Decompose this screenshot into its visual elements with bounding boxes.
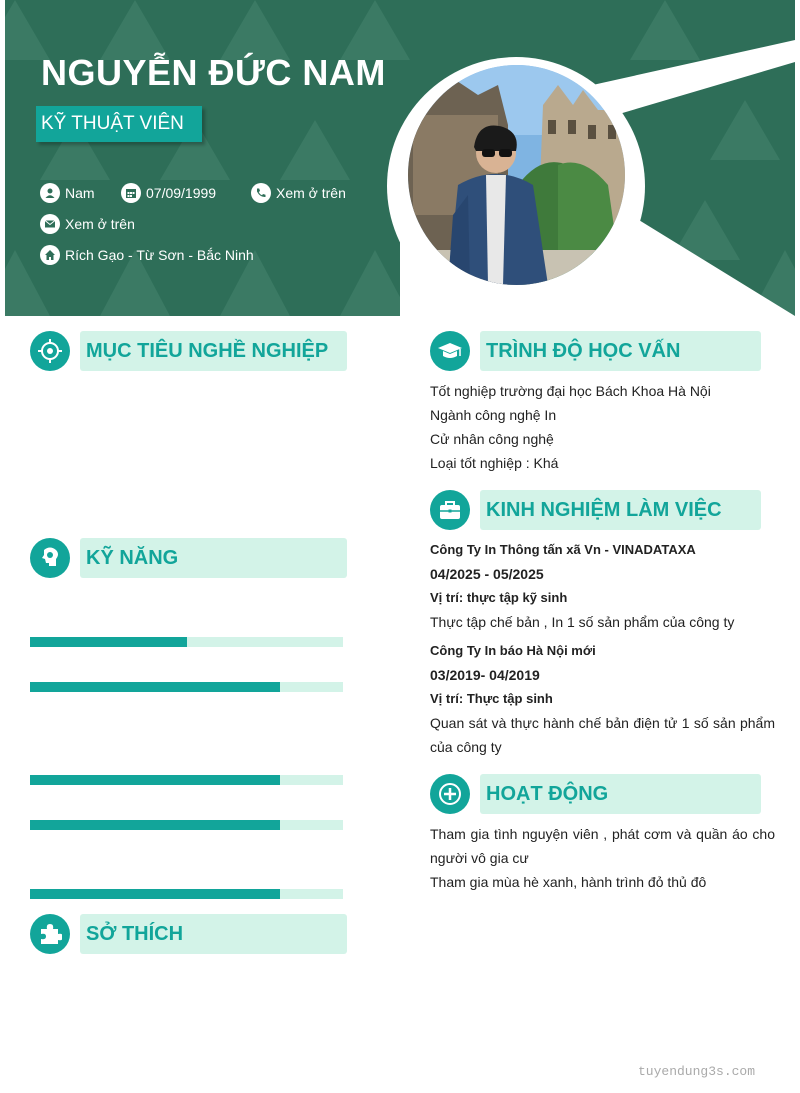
candidate-name: NGUYỄN ĐỨC NAM — [41, 52, 386, 93]
target-icon — [30, 331, 70, 371]
profile-photo — [408, 65, 625, 285]
experience-position: Vị trí: thực tập kỹ sinh — [430, 590, 568, 605]
brain-icon — [30, 538, 70, 578]
skills-heading: KỸ NĂNG — [80, 538, 347, 578]
skill-bar-fill — [30, 682, 280, 692]
email-value: Xem ở trên — [65, 216, 135, 232]
gender-value: Nam — [65, 185, 95, 201]
briefcase-icon — [430, 490, 470, 530]
watermark: tuyendung3s.com — [638, 1064, 756, 1079]
activity-item: Tham gia mùa hè xanh, hành trình đỏ thủ đô — [430, 874, 707, 890]
experience-description: Quan sát và thực hành chế bản điện tử 1 số sản phẩm của công ty — [430, 715, 775, 755]
contact-gender — [40, 183, 95, 203]
skill-bar-fill — [30, 889, 280, 899]
skill-bar — [30, 637, 343, 647]
user-icon — [40, 183, 60, 203]
experience-position: Vị trí: Thực tập sinh — [430, 691, 553, 706]
experience-heading: KINH NGHIỆM LÀM VIỆC — [480, 490, 761, 530]
calendar-icon — [121, 183, 141, 203]
experience-period: 03/2019- 04/2019 — [430, 667, 540, 683]
skill-bar — [30, 682, 343, 692]
contact-email — [40, 214, 135, 234]
objective-heading: MỤC TIÊU NGHỀ NGHIỆP — [80, 331, 347, 371]
activity-item: Tham gia tình nguyện viên , phát cơm và quần áo cho người vô gia cư — [430, 826, 775, 866]
address-value: Rích Gạo - Từ Sơn - Bắc Ninh — [65, 247, 254, 263]
skill-bar-fill — [30, 820, 280, 830]
experience-description: Thực tập chế bản , In 1 số sản phẩm của công ty — [430, 614, 735, 630]
contact-birthdate — [121, 183, 216, 203]
home-icon — [40, 245, 60, 265]
job-title-badge: KỸ THUẬT VIÊN — [36, 106, 202, 142]
email-icon — [40, 214, 60, 234]
education-heading: TRÌNH ĐỘ HỌC VẤN — [480, 331, 761, 371]
education-line: Cử nhân công nghệ — [430, 431, 554, 447]
experience-company: Công Ty In Thông tấn xã Vn - VINADATAXA — [430, 542, 696, 557]
activities-heading: HOẠT ĐỘNG — [480, 774, 761, 814]
skill-bar — [30, 820, 343, 830]
phone-icon — [251, 183, 271, 203]
contact-address — [40, 245, 254, 265]
skill-bar — [30, 889, 343, 899]
skill-bar-fill — [30, 637, 187, 647]
contact-phone — [251, 183, 346, 203]
plus-circle-icon — [430, 774, 470, 814]
birthdate-value: 07/09/1999 — [146, 185, 217, 201]
phone-value: Xem ở trên — [276, 185, 346, 201]
skill-bar — [30, 775, 343, 785]
experience-period: 04/2025 - 05/2025 — [430, 566, 544, 582]
education-line: Loại tốt nghiệp : Khá — [430, 455, 559, 471]
education-line: Tốt nghiệp trường đại học Bách Khoa Hà Nội — [430, 383, 711, 399]
skill-bar-fill — [30, 775, 280, 785]
graduation-cap-icon — [430, 331, 470, 371]
education-line: Ngành công nghệ In — [430, 407, 557, 423]
hobbies-heading: SỞ THÍCH — [80, 914, 347, 954]
experience-company: Công Ty In báo Hà Nội mới — [430, 643, 596, 658]
puzzle-icon — [30, 914, 70, 954]
